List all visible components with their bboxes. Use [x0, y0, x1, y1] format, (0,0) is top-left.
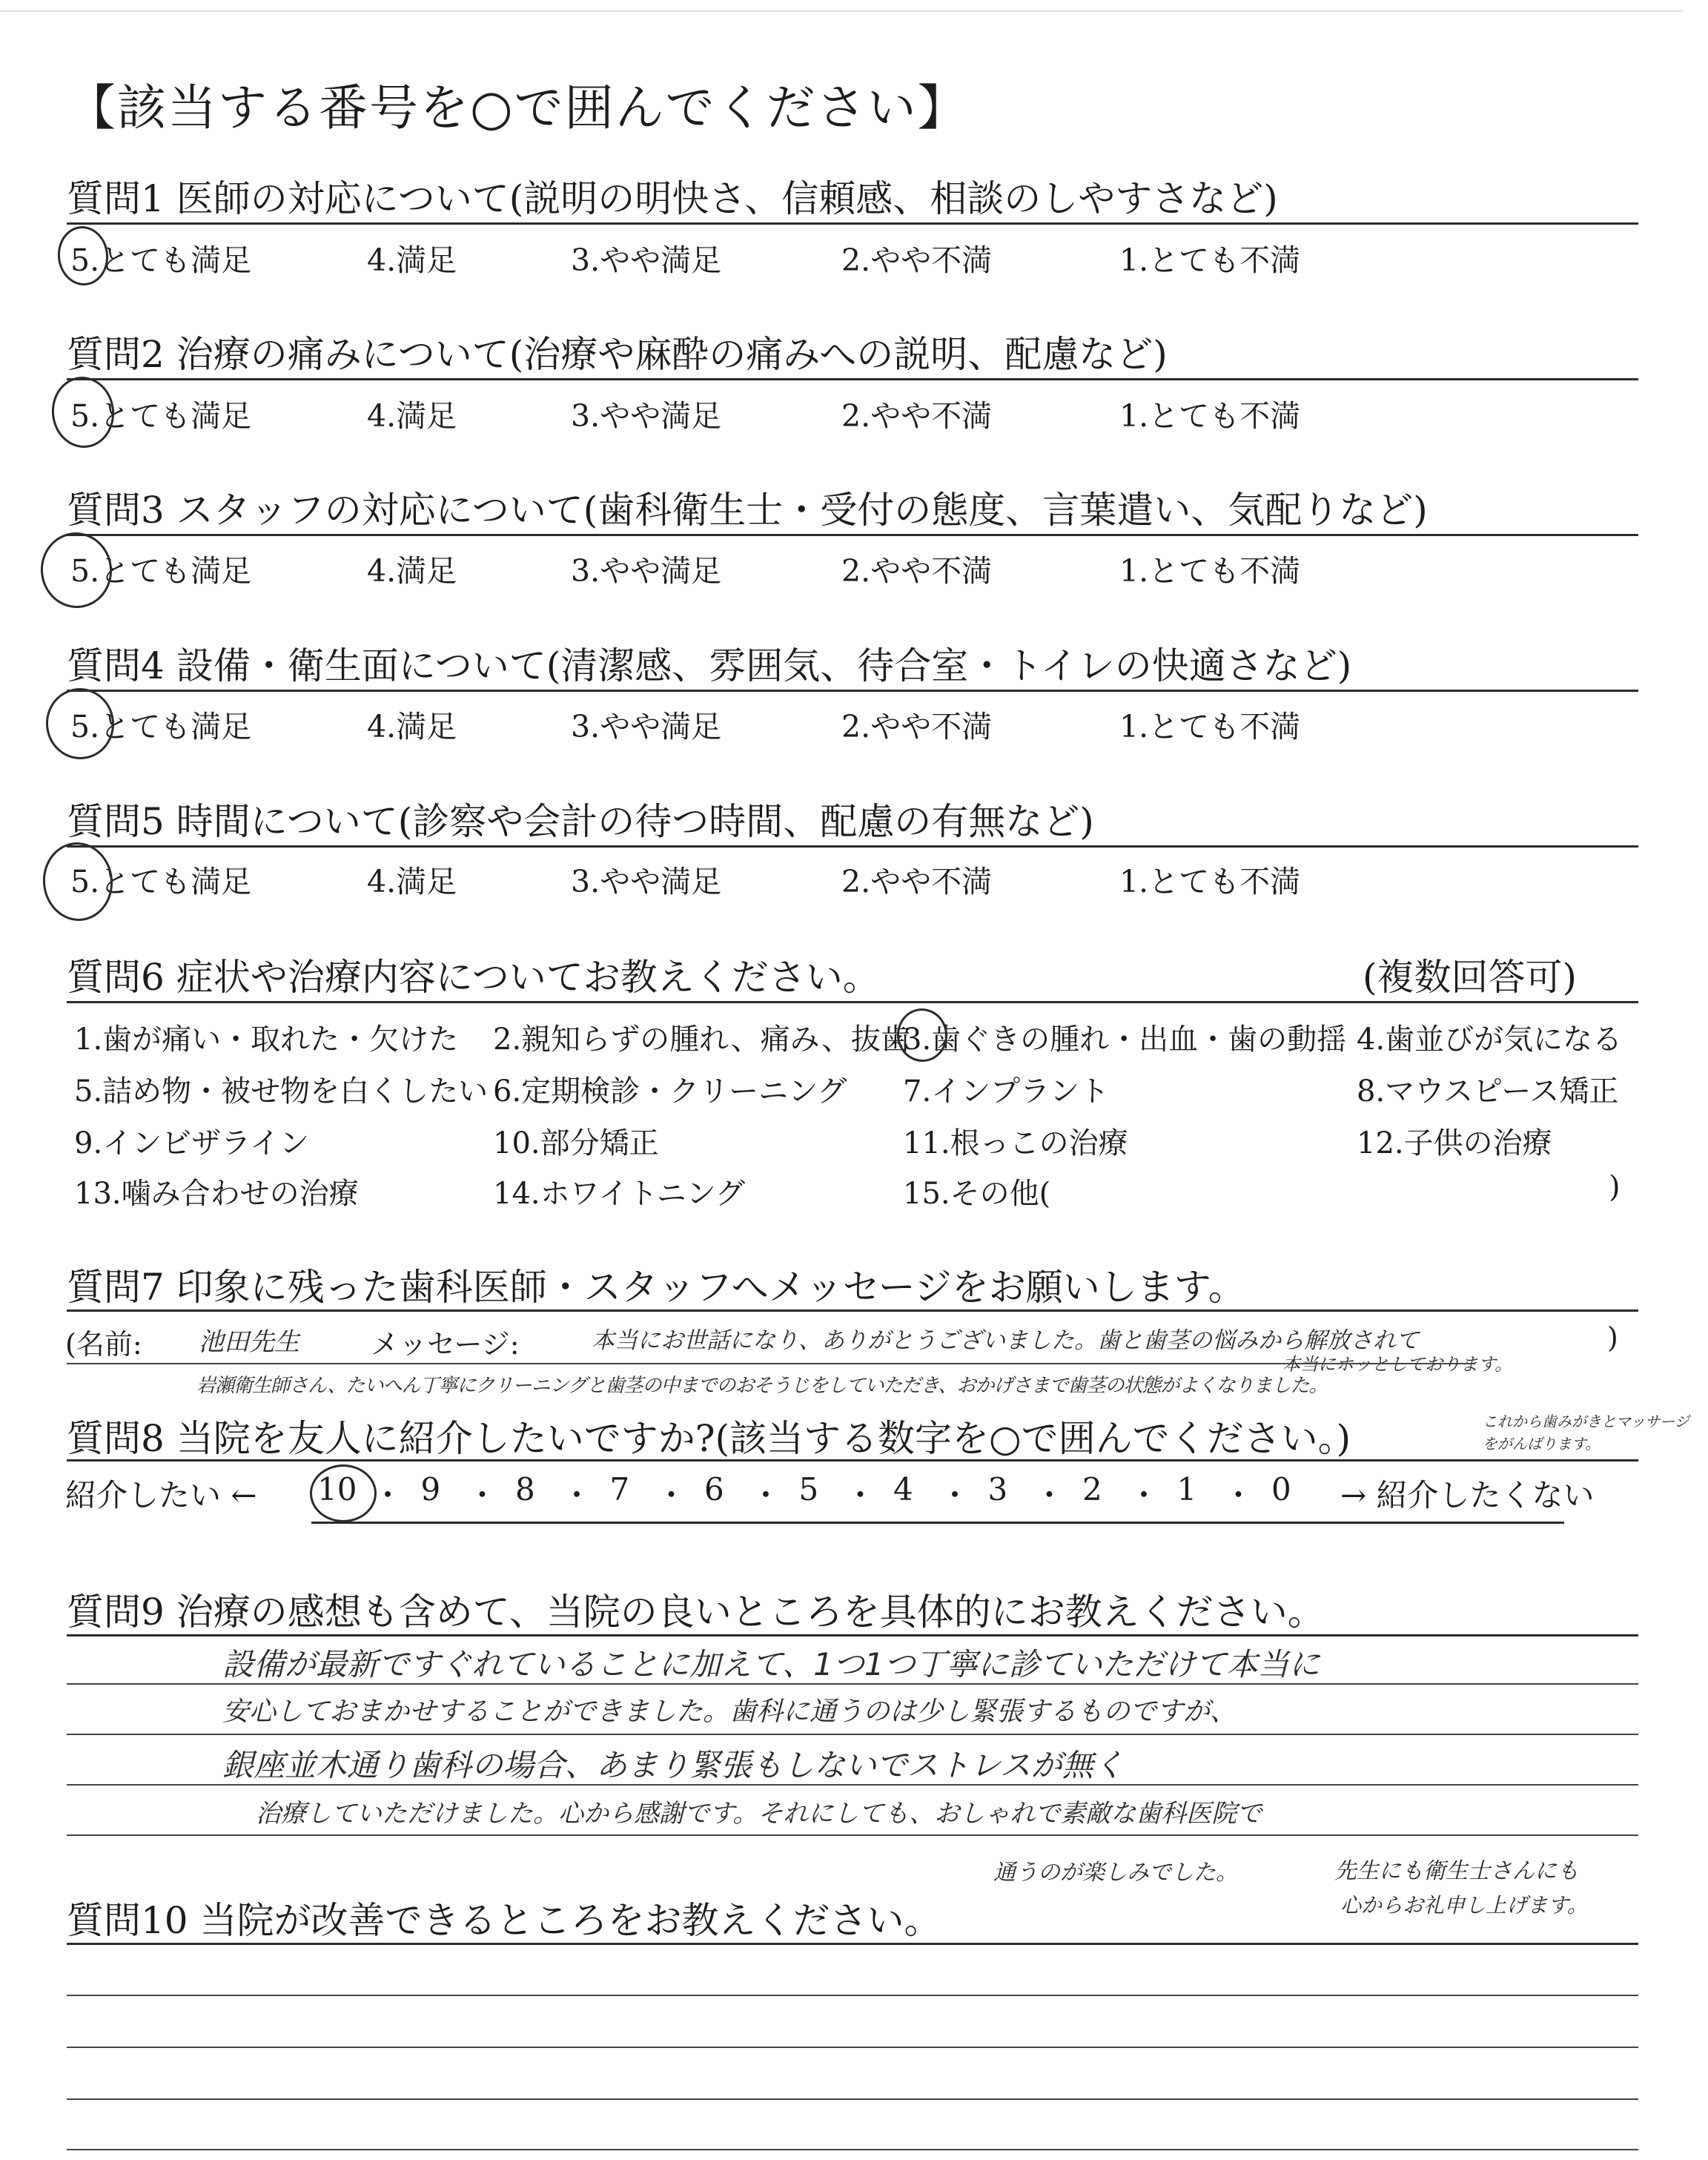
q7-close-paren: ): [1607, 1321, 1618, 1354]
q1-title: 質問1 医師の対応について(説明の明快さ、信頼感、相談のしやすさなど): [67, 177, 1278, 220]
q10-rule-0: [67, 1943, 1638, 1945]
q6-item-8[interactable]: 8.マウスピース矯正: [1357, 1074, 1619, 1109]
q6-item-11[interactable]: 11.根っこの治療: [903, 1126, 1128, 1160]
q8-scale-2[interactable]: 2: [1082, 1471, 1102, 1507]
q5-option-5[interactable]: 5.とても満足: [70, 864, 252, 899]
q6-item-10[interactable]: 10.部分矯正: [493, 1126, 659, 1160]
q8-scale-0[interactable]: 0: [1271, 1471, 1291, 1507]
q2-option-1[interactable]: 1.とても不満: [1119, 398, 1301, 434]
q4-option-4[interactable]: 4.満足: [367, 709, 457, 744]
q9-answer-line-2[interactable]: 安心しておまかせすることができました。歯科に通うのは少し緊張するものですが、: [222, 1697, 1237, 1727]
q2-title: 質問2 治療の痛みについて(治療や麻酔の痛みへの説明、配慮など): [67, 333, 1168, 376]
q9-answer-line-1[interactable]: 設備が最新ですぐれていることに加えて、1つ1つ丁寧に診ていただけて本当に: [222, 1646, 1320, 1682]
q8-scale-4[interactable]: 4: [893, 1471, 913, 1507]
q4-option-1[interactable]: 1.とても不満: [1119, 709, 1301, 744]
q7-name-label: (名前:: [65, 1328, 142, 1361]
q9-rule-0: [67, 1634, 1638, 1636]
q6-rule: [67, 1001, 1638, 1003]
q2-selection-circle: [48, 374, 118, 451]
q4-option-5[interactable]: 5.とても満足: [70, 709, 252, 744]
q5-option-4[interactable]: 4.満足: [367, 864, 457, 899]
q2-option-5[interactable]: 5.とても満足: [70, 398, 252, 434]
q3-option-1[interactable]: 1.とても不満: [1119, 553, 1301, 589]
q5-option-3[interactable]: 3.やや満足: [571, 864, 722, 899]
q8-scale-separator: ・: [466, 1477, 498, 1513]
q6-multiple-note: (複数回答可): [1363, 956, 1578, 999]
q6-item-6[interactable]: 6.定期検診・クリーニング: [493, 1074, 847, 1109]
q6-item-1[interactable]: 1.歯が痛い・取れた・欠けた: [74, 1023, 459, 1057]
q10-rule-2: [67, 2047, 1638, 2048]
q9-answer-line-3[interactable]: 銀座並木通り歯科の場合、あまり緊張もしないでストレスが無く: [222, 1747, 1125, 1783]
q7-rule: [67, 1309, 1638, 1312]
q6-item-12[interactable]: 12.子供の治療: [1357, 1126, 1552, 1160]
q8-scale-3[interactable]: 3: [987, 1471, 1008, 1507]
q8-right-label: → 紹介したくない: [1340, 1477, 1595, 1513]
q5-option-2[interactable]: 2.やや不満: [841, 864, 993, 899]
q1-option-3[interactable]: 3.やや満足: [571, 242, 722, 278]
q8-scale-separator: ・: [844, 1477, 876, 1513]
q8-rule: [67, 1459, 1638, 1462]
q2-option-3[interactable]: 3.やや満足: [571, 398, 722, 434]
q10-rule-1: [67, 1995, 1638, 1996]
q8-left-label: 紹介したい ←: [65, 1477, 257, 1513]
q5-selection-circle: [39, 839, 117, 924]
q6-item-15[interactable]: 15.その他(: [903, 1177, 1051, 1211]
q8-scale-separator: ・: [561, 1477, 593, 1513]
q8-scale-separator: ・: [1128, 1477, 1160, 1513]
q4-rule: [67, 690, 1638, 692]
q6-other-close-paren: ): [1609, 1170, 1621, 1204]
q6-item-7[interactable]: 7.インプラント: [903, 1074, 1110, 1109]
q9-answer-line-5[interactable]: 通うのが楽しみでした。: [993, 1860, 1238, 1886]
q9-rule-2: [67, 1734, 1638, 1735]
q5-rule: [67, 845, 1638, 848]
q2-option-2[interactable]: 2.やや不満: [841, 398, 993, 434]
q6-title: 質問6 症状や治療内容についてお教えください。: [67, 956, 880, 999]
q2-option-4[interactable]: 4.満足: [367, 398, 457, 434]
q10-rule-3: [67, 2098, 1638, 2100]
q9-rule-3: [67, 1784, 1638, 1786]
q10-rule-4: [67, 2149, 1638, 2150]
q3-selection-circle: [37, 529, 116, 611]
q5-title: 質問5 時間について(診察や会計の待つ時間、配慮の有無など): [67, 800, 1094, 843]
q8-scale-5[interactable]: 5: [798, 1471, 819, 1507]
q6-item-3[interactable]: 3.歯ぐきの腫れ・出血・歯の動揺: [903, 1023, 1347, 1057]
q7-message-line2[interactable]: 岩瀬衛生師さん、たいへん丁寧にクリーニングと歯茎の中までのおそうじをしていただき、おかげさまで歯茎の状態がよくなりました。: [196, 1375, 1328, 1397]
q9-answer-line-7[interactable]: 心からお礼申し上げます。: [1340, 1893, 1588, 1918]
q8-margin-note: これから歯みがきとマッサージをがんばります。: [1483, 1413, 1689, 1453]
q3-rule: [67, 534, 1638, 536]
q4-title: 質問4 設備・衛生面について(清潔感、雰囲気、待合室・トイレの快適さなど): [67, 644, 1352, 687]
q9-answer-line-6[interactable]: 先生にも衛生士さんにも: [1334, 1858, 1579, 1884]
q5-option-1[interactable]: 1.とても不満: [1119, 864, 1301, 899]
q1-option-4[interactable]: 4.満足: [367, 242, 457, 278]
q6-item-2[interactable]: 2.親知らずの腫れ、痛み、抜歯: [493, 1023, 910, 1057]
q8-scale-separator: ・: [372, 1477, 404, 1513]
q8-scale-6[interactable]: 6: [704, 1471, 724, 1507]
q8-scale-10[interactable]: 10: [317, 1471, 357, 1507]
q8-scale-1[interactable]: 1: [1176, 1471, 1197, 1507]
q7-title: 質問7 印象に残った歯科医師・スタッフへメッセージをお願いします。: [67, 1266, 1245, 1309]
q4-selection-circle: [42, 684, 118, 762]
q9-answer-line-4[interactable]: 治療していただけました。心から感謝です。それにしても、おしゃれで素敵な歯科医院で: [256, 1799, 1262, 1829]
q8-scale-separator: ・: [939, 1477, 971, 1513]
q7-message-label: メッセージ:: [371, 1328, 520, 1361]
q1-option-1[interactable]: 1.とても不満: [1119, 242, 1301, 278]
q8-selection-circle: [310, 1464, 377, 1522]
q1-rule: [67, 222, 1638, 225]
q8-title: 質問8 当院を友人に紹介したいですか?(該当する数字を○で囲んでください。): [67, 1417, 1351, 1460]
q9-title: 質問9 治療の感想も含めて、当院の良いところを具体的にお教えください。: [67, 1591, 1325, 1634]
q4-option-3[interactable]: 3.やや満足: [571, 709, 722, 744]
q6-item-9[interactable]: 9.インビザライン: [74, 1126, 309, 1160]
q7-message-line1[interactable]: 本当にお世話になり、ありがとうございました。歯と歯茎の悩みから解放されて: [592, 1327, 1419, 1354]
q9-rule-1: [67, 1683, 1638, 1685]
q9-rule-4: [67, 1834, 1638, 1836]
q8-scale-7[interactable]: 7: [609, 1471, 630, 1507]
q7-message-rule: [67, 1363, 1475, 1364]
q8-scale-separator: ・: [750, 1477, 782, 1513]
q3-option-3[interactable]: 3.やや満足: [571, 553, 722, 589]
q6-item-13[interactable]: 13.噛み合わせの治療: [74, 1177, 359, 1211]
q7-name-value[interactable]: 池田先生: [199, 1327, 299, 1357]
q8-scale-separator: ・: [1222, 1477, 1254, 1513]
q10-title: 質問10 当院が改善できるところをお教えください。: [67, 1899, 941, 1942]
q1-option-2[interactable]: 2.やや不満: [841, 242, 993, 278]
q8-scale-separator: ・: [1033, 1477, 1065, 1513]
form-heading: 【該当する番号を○で囲んでください】: [67, 79, 968, 136]
q8-scale-8[interactable]: 8: [515, 1471, 535, 1507]
top-border: [0, 10, 1683, 12]
q6-item-5[interactable]: 5.詰め物・被せ物を白くしたい: [74, 1074, 489, 1109]
q3-option-5[interactable]: 5.とても満足: [70, 553, 252, 589]
q7-message-line1b[interactable]: 本当にホッとしております。: [1282, 1354, 1513, 1375]
q1-option-5[interactable]: 5.とても満足: [70, 242, 252, 278]
q6-item-14[interactable]: 14.ホワイトニング: [493, 1177, 746, 1211]
q6-item-4[interactable]: 4.歯並びが気になる: [1357, 1023, 1623, 1057]
q8-scale-rule: [311, 1522, 1564, 1524]
q4-option-2[interactable]: 2.やや不満: [841, 709, 993, 744]
q3-title: 質問3 スタッフの対応について(歯科衛生士・受付の態度、言葉遣い、気配りなど): [67, 489, 1428, 532]
q2-rule: [67, 378, 1638, 380]
q8-scale-separator: ・: [655, 1477, 687, 1513]
q3-option-4[interactable]: 4.満足: [367, 553, 457, 589]
q3-option-2[interactable]: 2.やや不満: [841, 553, 993, 589]
q8-scale-9[interactable]: 9: [420, 1471, 441, 1507]
